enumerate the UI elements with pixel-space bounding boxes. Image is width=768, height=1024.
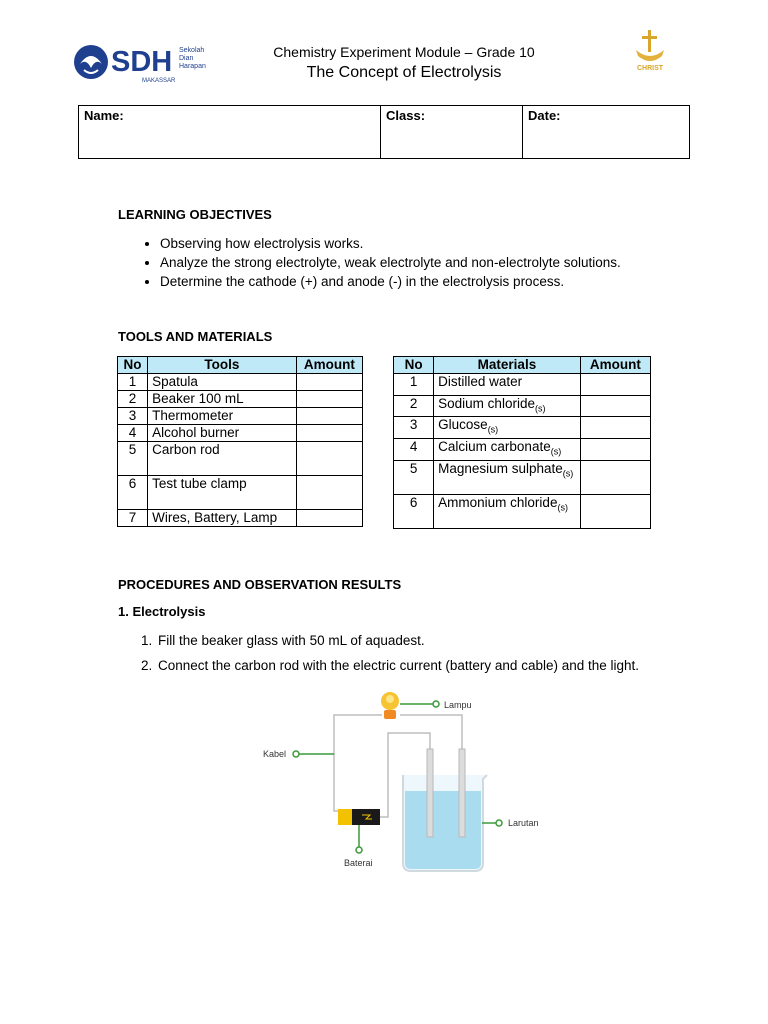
list-item: • Determine the cathode (+) and anode (-) in the electrolysis process. <box>160 272 760 291</box>
logo-initials: SDH <box>111 46 173 78</box>
date-field[interactable] <box>523 106 690 159</box>
table-row: 3 Glucose$_{(s)}$ <box>394 417 651 439</box>
student-info-table <box>78 105 690 159</box>
class-field[interactable] <box>381 106 523 159</box>
svg-text:Sekolah: Sekolah <box>179 47 205 54</box>
lamp-label: Lampu <box>444 700 472 710</box>
lamp-icon <box>381 692 399 719</box>
table-row: 3 Thermometer <box>118 408 363 425</box>
battery-icon <box>338 809 380 825</box>
table-row: 2 Sodium chloride$_{(s)}$ <box>394 395 651 417</box>
name-field[interactable] <box>79 106 381 159</box>
procedures-heading: PROCEDURES AND OBSERVATION RESULTS <box>118 577 402 592</box>
objectives-list <box>118 234 760 291</box>
amount-cell[interactable] <box>296 476 362 510</box>
amount-cell[interactable] <box>580 417 650 439</box>
column-header: No <box>118 357 148 374</box>
amount-cell[interactable] <box>580 460 650 494</box>
amount-cell[interactable] <box>296 510 362 527</box>
wire-left <box>334 715 382 811</box>
christ-logo <box>628 28 672 74</box>
amount-cell[interactable] <box>296 425 362 442</box>
table-row: 2 Beaker 100 mL <box>118 391 363 408</box>
class-label: Class: <box>386 108 426 123</box>
objectives-heading: LEARNING OBJECTIVES <box>118 207 272 222</box>
procedure-steps <box>118 628 756 678</box>
amount-cell[interactable] <box>580 395 650 417</box>
tools-materials-heading: TOOLS AND MATERIALS <box>118 329 273 344</box>
column-header: Amount <box>580 357 650 374</box>
amount-cell[interactable] <box>296 374 362 391</box>
amount-cell[interactable] <box>296 442 362 476</box>
table-row: 1 Distilled water <box>394 374 651 396</box>
list-item: • Observing how electrolysis works. <box>160 234 760 253</box>
column-header: Amount <box>296 357 362 374</box>
electrolysis-diagram <box>258 683 548 883</box>
module-subtitle: Chemistry Experiment Module – Grade 10 <box>273 44 535 60</box>
list-item: • Analyze the strong electrolyte, weak electrolyte and non-electrolyte solutions. <box>160 253 760 272</box>
table-row: 6 Test tube clamp <box>118 476 363 510</box>
tools-table <box>117 356 363 527</box>
electrolysis-subheading: 1. Electrolysis <box>118 604 206 619</box>
svg-text:Dian: Dian <box>179 55 194 62</box>
table-row: 4 Calcium carbonate$_{(s)}$ <box>394 439 651 461</box>
column-header: Materials <box>434 357 581 374</box>
svg-text:CHRIST: CHRIST <box>636 65 664 72</box>
list-item: 1. Fill the beaker glass with 50 mL of aquadest. <box>156 628 756 653</box>
name-label: Name: <box>84 108 124 123</box>
table-row: 6 Ammonium chloride$_{(s)}$ <box>394 494 651 528</box>
date-label: Date: <box>528 108 561 123</box>
carbon-rod-right <box>459 749 465 837</box>
cable-label: Kabel <box>263 749 287 759</box>
amount-cell[interactable] <box>296 408 362 425</box>
solution-label: Larutan <box>508 818 539 828</box>
table-row: 5 Carbon rod <box>118 442 363 476</box>
amount-cell[interactable] <box>580 439 650 461</box>
table-row: 7 Wires, Battery, Lamp <box>118 510 363 527</box>
amount-cell[interactable] <box>580 374 650 396</box>
battery-label: Baterai <box>344 858 373 868</box>
table-row: 4 Alcohol burner <box>118 425 363 442</box>
table-row: 5 Magnesium sulphate$_{(s)}$ <box>394 460 651 494</box>
beaker-icon <box>403 775 487 871</box>
page-title: The Concept of Electrolysis <box>306 64 502 81</box>
solution <box>405 791 481 869</box>
column-header: No <box>394 357 434 374</box>
table-row: 1 Spatula <box>118 374 363 391</box>
list-item: 2. Connect the carbon rod with the electric current (battery and cable) and the light. <box>156 653 756 678</box>
column-header: Tools <box>148 357 297 374</box>
svg-text:MAKASSAR: MAKASSAR <box>142 78 176 84</box>
carbon-rod-left <box>427 749 433 837</box>
materials-table <box>393 356 651 529</box>
svg-text:Harapan: Harapan <box>179 63 206 70</box>
amount-cell[interactable] <box>580 494 650 528</box>
amount-cell[interactable] <box>296 391 362 408</box>
